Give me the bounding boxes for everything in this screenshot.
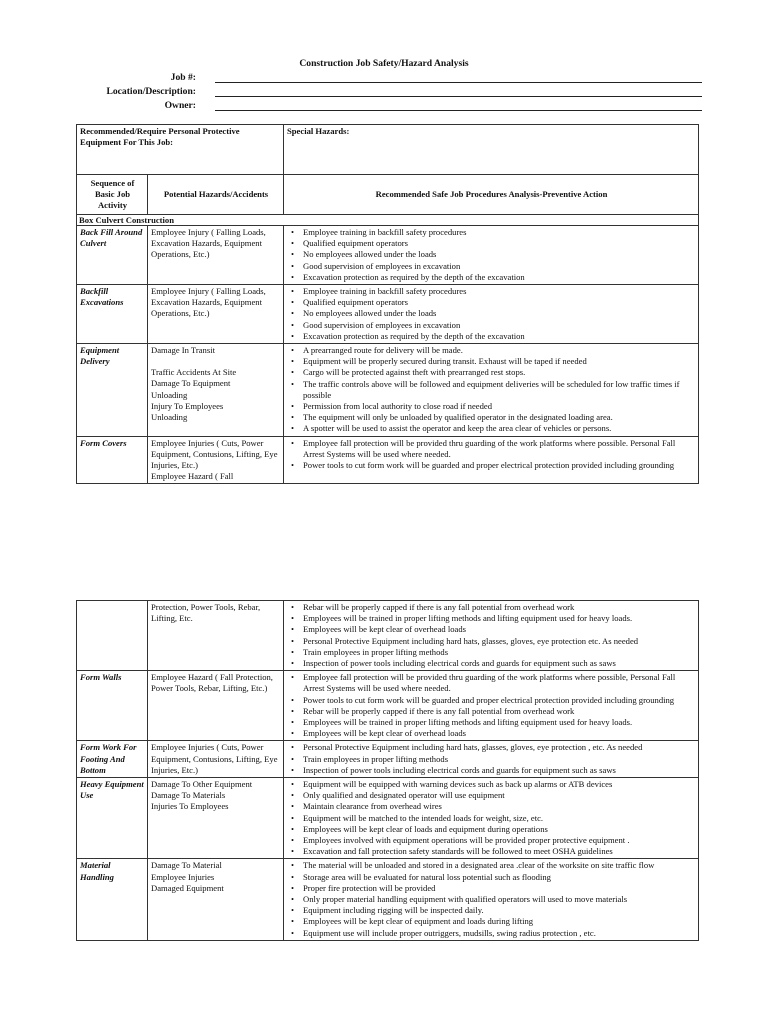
table-row: [77, 344, 699, 437]
procedure-item: • Employees will be kept clear of overhead loads: [287, 624, 696, 635]
procedure-item: • Employees will be kept clear of overhead loads: [287, 728, 696, 739]
procedure-item: • Equipment will be properly secured during transit. Exhaust will be taped if needed: [287, 356, 696, 367]
job-activity-cell: Material Handling: [77, 859, 148, 940]
procedure-item: • Qualified equipment operators: [287, 297, 696, 308]
procedure-item: • Employee fall protection will be provided thru guarding of the work platforms where possible, Personal Fall Arrest Systems will be used where needed.: [287, 672, 696, 694]
procedure-item: • A prearranged route for delivery will be made.: [287, 345, 696, 356]
procedure-item: • Power tools to cut form work will be guarded and proper electrical protection provided including grounding: [287, 695, 696, 706]
procedure-item: • Excavation protection as required by the depth of the excavation: [287, 331, 696, 342]
hazard-table-page-1: [76, 124, 699, 484]
job-activity-cell: Equipment Delivery: [77, 344, 148, 437]
procedure-item: • Cargo will be protected against theft with prearranged rest stops.: [287, 367, 696, 378]
hazards-cell: [148, 601, 284, 671]
procedure-item: • Good supervision of employees in excavation: [287, 320, 696, 331]
job-activity-cell: Form Covers: [77, 436, 148, 484]
procedures-cell: [284, 285, 699, 344]
procedure-item: • Employees will be kept clear of loads and equipment during operations: [287, 824, 696, 835]
procedure-item: • Rebar will be properly capped if there is any fall potential from overhead work: [287, 602, 696, 613]
procedures-cell: [284, 778, 699, 859]
hazards-cell: [148, 778, 284, 859]
table-row: [77, 226, 699, 285]
table-row: [77, 436, 699, 484]
procedure-item: • Train employees in proper lifting methods: [287, 647, 696, 658]
procedures-cell: [284, 436, 699, 484]
procedure-item: • Equipment use will include proper outriggers, mudsills, swing radius protection , etc.: [287, 928, 696, 939]
table-row: [77, 778, 699, 859]
ppe-label: Recommended/Require Personal Protective Equipment For This Job:: [77, 125, 284, 175]
procedures-cell: [284, 671, 699, 741]
hazard-line: Employee Hazard ( Fall: [151, 471, 234, 482]
procedure-item: • Employees will be trained in proper lifting methods and lifting equipment used for heavy loads.: [287, 613, 696, 624]
procedure-item: • Excavation protection as required by the depth of the excavation: [287, 272, 696, 283]
hazard-line: Employee Injuries: [151, 871, 215, 882]
hazard-line: Injuries To Employees: [151, 801, 229, 812]
owner-line: [215, 110, 702, 111]
table-row: [77, 859, 699, 940]
table-row: [77, 741, 699, 778]
job-activity-cell: Form Walls: [77, 671, 148, 741]
procedure-list: [287, 286, 696, 342]
hazard-line: Traffic Accidents At Site: [151, 367, 237, 378]
hazard-line: Damage To Materials: [151, 790, 226, 801]
procedure-item: • No employees allowed under the loads: [287, 249, 696, 260]
procedures-cell: [284, 344, 699, 437]
hazards-cell: [148, 671, 284, 741]
hazard-line: Protection, Power Tools, Rebar, Lifting, Etc.: [151, 602, 261, 624]
procedure-item: • Only proper material handling equipment with qualified operators will used to move materials: [287, 894, 696, 905]
job-number-line: [215, 82, 702, 83]
procedure-item: • Personal Protective Equipment including hard hats, glasses, gloves, eye protection , etc. As needed: [287, 742, 696, 753]
procedure-item: • Equipment including rigging will be inspected daily.: [287, 905, 696, 916]
procedure-item: • Employee training in backfill safety procedures: [287, 227, 696, 238]
procedures-cell: [284, 741, 699, 778]
procedure-item: • Equipment will be matched to the intended loads for weight, size, etc.: [287, 813, 696, 824]
hazard-line: Employee Injuries ( Cuts, Power Equipment, Contusions, Lifting, Eye Injuries, Etc.): [151, 742, 278, 775]
document-title: Construction Job Safety/Hazard Analysis: [299, 58, 469, 69]
procedure-item: • Qualified equipment operators: [287, 238, 696, 249]
procedure-list: [287, 779, 696, 857]
table-row: [77, 285, 699, 344]
hazards-cell: [148, 741, 284, 778]
procedure-item: • Employees involved with equipment operations will be provided proper protective equipment .: [287, 835, 696, 846]
hazards-cell: [148, 344, 284, 437]
procedure-list: [287, 860, 696, 938]
procedure-item: • Power tools to cut form work will be guarded and proper electrical protection provided including grounding: [287, 460, 696, 471]
hazard-line: Damage To Material: [151, 860, 222, 871]
procedure-item: • Employee training in backfill safety procedures: [287, 286, 696, 297]
job-activity-cell: Heavy Equipment Use: [77, 778, 148, 859]
hazard-line: Damage To Other Equipment: [151, 779, 253, 790]
special-hazards-label: Special Hazards:: [284, 125, 699, 175]
procedure-item: • Storage area will be evaluated for natural loss potential such as flooding: [287, 872, 696, 883]
procedure-item: • No employees allowed under the loads: [287, 308, 696, 319]
hazard-line: Employee Hazard ( Fall Protection, Power Tools, Rebar, Lifting, Etc.): [151, 672, 273, 694]
hazard-line: Employee Injuries ( Cuts, Power Equipment, Contusions, Lifting, Eye Injuries, Etc.): [151, 437, 278, 471]
procedure-item: • Excavation and fall protection safety standards will be followed to meet OSHA guidelines: [287, 846, 696, 857]
procedure-item: • Equipment will be equipped with warning devices such as back up alarms or ATB devices: [287, 779, 696, 790]
procedure-item: • Employees will be trained in proper lifting methods and lifting equipment used for heavy loads.: [287, 717, 696, 728]
procedure-item: • Inspection of power tools including electrical cords and guards for equipment such as saws: [287, 658, 696, 669]
procedure-item: • Permission from local authority to close road if needed: [287, 401, 696, 412]
procedure-list: [287, 438, 696, 472]
owner-label: Owner:: [164, 100, 196, 111]
procedure-item: • Only qualified and designated operator will use equipment: [287, 790, 696, 801]
procedure-item: • Inspection of power tools including electrical cords and guards for equipment such as saws: [287, 765, 696, 776]
procedure-item: • Maintain clearance from overhead wires: [287, 801, 696, 812]
job-activity-cell: Back Fill Around Culvert: [77, 226, 148, 285]
column-header-sequence: Sequence of Basic Job Activity: [77, 175, 148, 215]
hazard-line: Employee Injury ( Falling Loads, Excavation Hazards, Equipment Operations, Etc.): [151, 286, 266, 319]
procedure-item: • The traffic controls above will be followed and equipment deliveries will be scheduled for low traffic times if possible: [287, 379, 696, 401]
hazard-line: Damage To Equipment: [151, 378, 231, 389]
hazard-line: Unloading: [151, 389, 188, 400]
hazard-line: Employee Injury ( Falling Loads, Excavation Hazards, Equipment Operations, Etc.): [151, 227, 266, 260]
procedure-list: [287, 742, 696, 776]
procedure-item: • A spotter will be used to assist the operator and keep the area clear of vehicles or persons.: [287, 423, 696, 434]
job-activity-cell: Form Work For Footing And Bottom: [77, 741, 148, 778]
procedure-item: • The equipment will only be unloaded by qualified operator in the designated loading area.: [287, 412, 696, 423]
procedure-item: • The material will be unloaded and stored in a designated area .clear of the worksite on site traffic flow: [287, 860, 696, 871]
section-heading: Box Culvert Construction: [77, 215, 699, 226]
procedure-item: • Train employees in proper lifting methods: [287, 754, 696, 765]
table-row: [77, 601, 699, 671]
procedure-item: • Personal Protective Equipment including hard hats, glasses, gloves, eye protection etc. As needed: [287, 636, 696, 647]
hazards-cell: [148, 859, 284, 940]
hazards-cell: [148, 436, 284, 484]
hazard-table-page-2: [76, 600, 699, 941]
hazard-line: Injury To Employees: [151, 400, 224, 411]
job-activity-cell: Backfill Excavations: [77, 285, 148, 344]
procedure-list: [287, 227, 696, 283]
procedure-item: • Proper fire protection will be provided: [287, 883, 696, 894]
hazards-cell: [148, 285, 284, 344]
column-header-procedures: Recommended Safe Job Procedures Analysis-Preventive Action: [284, 175, 699, 215]
hazard-line: Damaged Equipment: [151, 882, 224, 893]
hazard-line: Damage In Transit: [151, 345, 215, 356]
column-header-hazards: Potential Hazards/Accidents: [148, 175, 284, 215]
location-line: [215, 96, 702, 97]
procedures-cell: [284, 859, 699, 940]
procedures-cell: [284, 601, 699, 671]
job-number-label: Job #:: [170, 72, 196, 83]
hazards-cell: [148, 226, 284, 285]
job-activity-cell: [77, 601, 148, 671]
procedure-item: • Good supervision of employees in excavation: [287, 261, 696, 272]
procedure-item: • Rebar will be properly capped if there is any fall potential from overhead work: [287, 706, 696, 717]
hazard-line: Unloading: [151, 412, 188, 423]
procedure-list: [287, 672, 696, 739]
table-row: [77, 671, 699, 741]
procedure-item: • Employee fall protection will be provided thru guarding of the work platforms where possible. Personal Fall Arrest Systems will be used where needed.: [287, 438, 696, 460]
procedure-list: [287, 345, 696, 435]
procedure-list: [287, 602, 696, 669]
procedure-item: • Employees will be kept clear of equipment and loads during lifting: [287, 916, 696, 927]
procedures-cell: [284, 226, 699, 285]
location-label: Location/Description:: [106, 86, 196, 97]
hazard-line: [151, 356, 281, 367]
